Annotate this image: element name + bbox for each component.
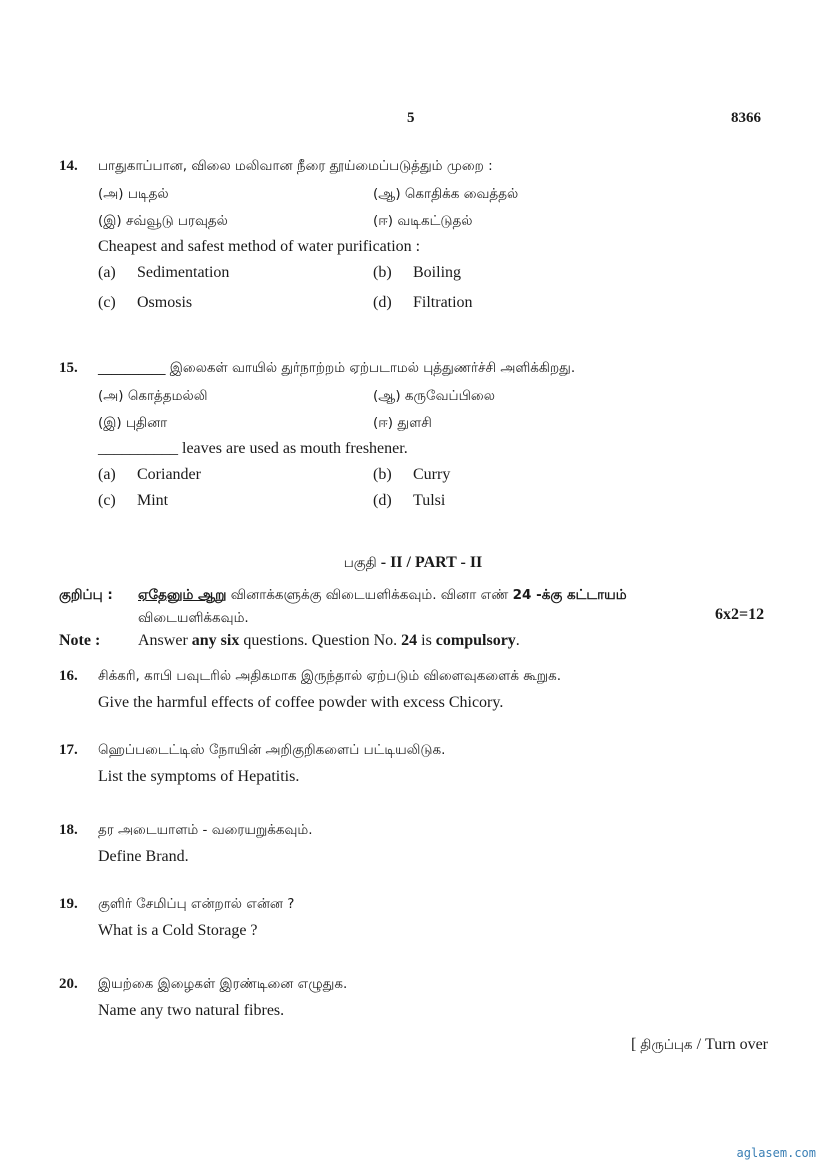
paper-code: 8366 [731, 110, 761, 126]
option-text: புதினா [125, 415, 168, 431]
note-text: வினாக்களுக்கு விடையளிக்கவும். வினா எண் [226, 587, 513, 603]
question-text-english: Give the harmful effects of coffee powder with excess Chicory. [98, 694, 504, 711]
option-text: படிதல் [127, 186, 169, 202]
option-text: கொத்தமல்லி [127, 388, 208, 404]
question-text-tamil: __________ இலைகள் வாயில் துர்நாற்றம் ஏற்படாமல் புத்துணர்ச்சி அளிக்கிறது. [98, 360, 576, 376]
option-marker: (ஈ) [373, 415, 394, 431]
option-marker: (ஈ) [373, 213, 394, 229]
option-text: Mint [137, 492, 169, 509]
option-marker: (d) [373, 294, 392, 311]
option-text: கருவேப்பிலை [404, 388, 495, 404]
option-marker: (c) [98, 294, 116, 311]
note-text: . [515, 632, 520, 649]
note-text-english [138, 632, 520, 650]
turn-over-english: Turn over [705, 1036, 768, 1053]
watermark: aglasem.com [736, 1146, 816, 1160]
page-number: 5 [407, 110, 415, 126]
note-text: Answer [138, 632, 192, 649]
part-heading [0, 554, 826, 573]
option-marker: (d) [373, 492, 392, 509]
option-marker: (அ) [98, 186, 124, 202]
note-bold: any six [191, 632, 240, 649]
question-text-tamil: குளிர் சேமிப்பு என்றால் என்ன ? [98, 896, 295, 912]
question-text-tamil: ஹெப்படைட்டிஸ் நோயின் அறிகுறிகளைப் பட்டியலிடுக. [98, 742, 446, 758]
option-tamil [373, 186, 518, 204]
option-text: கொதிக்க வைத்தல் [404, 186, 519, 202]
option-text: Sedimentation [137, 264, 230, 281]
option-marker: (அ) [98, 388, 124, 404]
option-text: Osmosis [137, 294, 193, 311]
question-text-tamil: பாதுகாப்பான, விலை மலிவான நீரை தூய்மைப்படுத்தும் முறை : [98, 158, 493, 174]
option-tamil [98, 388, 207, 406]
question-number: 17. [59, 742, 78, 758]
option-tamil [98, 213, 228, 231]
option-text: Curry [413, 466, 451, 483]
option-text: Boiling [413, 264, 462, 281]
option-text: துளசி [397, 415, 432, 431]
question-text-english: Name any two natural fibres. [98, 1002, 285, 1019]
option-tamil [373, 388, 495, 406]
question-text-english: Cheapest and safest method of water purification : [98, 238, 421, 255]
option-marker: (c) [98, 492, 116, 509]
note-bold: ஏதேனும் ஆறு [138, 587, 227, 603]
part-heading-tamil: பகுதி [343, 555, 377, 571]
note-text: questions. Question No. [239, 632, 402, 649]
question-number: 19. [59, 896, 78, 912]
question-text-english: List the symptoms of Hepatitis. [98, 768, 300, 785]
option-tamil [98, 186, 169, 204]
question-text-tamil: தர அடையாளம் - வரையறுக்கவும். [98, 822, 313, 838]
question-text-english: What is a Cold Storage ? [98, 922, 258, 939]
question-number: 14. [59, 158, 78, 174]
separator: / [692, 1036, 706, 1053]
question-number: 16. [59, 668, 78, 684]
note-label-tamil: குறிப்பு : [59, 587, 113, 603]
turn-over-tamil: திருப்புக [640, 1037, 693, 1053]
question-text-tamil: சிக்கரி, காபி பவுடரில் அதிகமாக இருந்தால் ஏற்படும் விளைவுகளைக் கூறுக. [98, 668, 562, 684]
option-marker: (இ) [98, 213, 122, 229]
marks-allocation: 6x2=12 [715, 606, 765, 623]
option-marker: (b) [373, 264, 392, 281]
option-text: வடிகட்டுதல் [397, 213, 473, 229]
note-label-english: Note : [59, 632, 101, 649]
question-text-english: Define Brand. [98, 848, 189, 865]
note-bold: 24 [401, 632, 418, 649]
note-text-tamil [138, 587, 627, 605]
option-marker: (ஆ) [373, 388, 401, 404]
note-text-tamil-line2: விடையளிக்கவும். [138, 610, 249, 626]
option-marker: (b) [373, 466, 392, 483]
option-text: Coriander [137, 466, 201, 483]
question-text-english: __________ leaves are used as mouth freshener. [98, 440, 408, 457]
question-number: 20. [59, 976, 78, 992]
question-text-tamil: இயற்கை இழைகள் இரண்டினை எழுதுக. [98, 976, 348, 992]
turn-over-note [631, 1036, 768, 1055]
option-marker: (இ) [98, 415, 122, 431]
bracket: [ [630, 1036, 641, 1053]
question-number: 15. [59, 360, 78, 376]
option-text: Filtration [413, 294, 473, 311]
option-marker: (ஆ) [373, 186, 401, 202]
option-tamil [98, 415, 167, 433]
option-marker: (a) [98, 264, 116, 281]
note-bold: 24 -க்கு கட்டாயம் [512, 587, 627, 603]
option-text: Tulsi [413, 492, 446, 509]
option-tamil [373, 213, 472, 231]
question-number: 18. [59, 822, 78, 838]
note-text: is [417, 632, 436, 649]
option-marker: (a) [98, 466, 116, 483]
option-text: சவ்வூடு பரவுதல் [125, 213, 228, 229]
part-heading-english: - II / PART - II [376, 554, 483, 571]
note-bold: compulsory [435, 632, 516, 649]
option-tamil [373, 415, 432, 433]
